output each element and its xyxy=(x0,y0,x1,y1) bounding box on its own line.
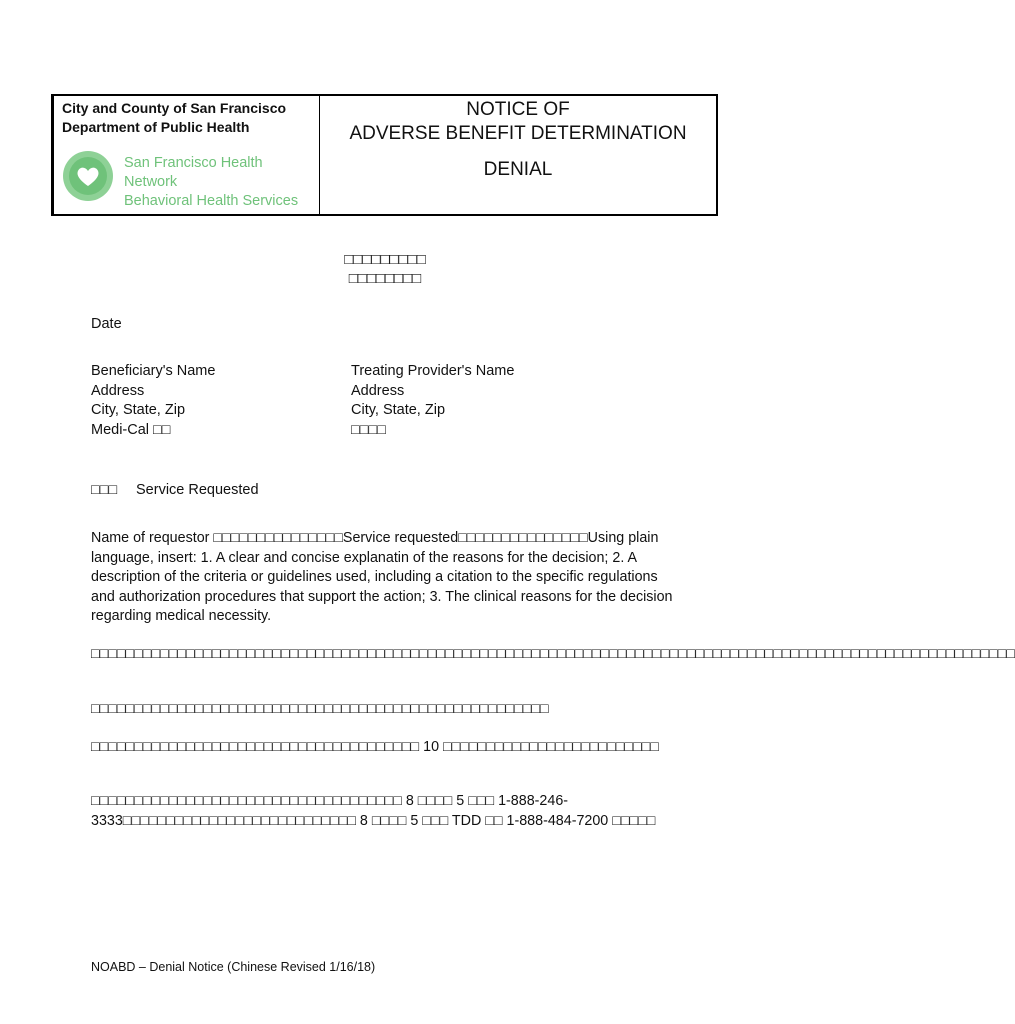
paragraph-decision-explanation: Name of requestor □□□□□□□□□□□□□□□Service requested□□□□□□□□□□□□□□□Using plain language, insert: 1. A clear and concise explanatin of the reasons for the decision; 2. A description of the criteria or guidelines used, including a citation to the specific regulations and authorization procedures that support the action; 3. The clinical reasons for the decision regarding medical necessity. xyxy=(91,530,673,624)
paragraph-4: □□□□□□□□□□□□□□□□□□□□□□□□□□□□□□□□□□□□□□ 10 □□□□□□□□□□□□□□□□□□□□□□□□□ xyxy=(91,739,659,755)
health-network-logo xyxy=(60,148,315,209)
notice-line-1: NOTICE OF xyxy=(466,99,570,120)
footer-revision: NOABD – Denial Notice (Chinese Revised 1/16/18) xyxy=(91,960,376,974)
beneficiary-name: Beneficiary's Name xyxy=(91,363,216,379)
beneficiary-city-state-zip: City, State, Zip xyxy=(91,402,186,418)
logo-line-2: Behavioral Health Services xyxy=(124,193,299,209)
provider-name: Treating Provider's Name xyxy=(351,363,515,379)
chinese-heading-line-1: □□□□□□□□□ xyxy=(344,251,426,268)
heart-seal-icon xyxy=(60,148,116,204)
notice-denial: DENIAL xyxy=(483,159,553,180)
provider-address: Address xyxy=(351,382,405,399)
subject-label: □□□ xyxy=(91,482,118,498)
logo-line-1: San Francisco Health Network xyxy=(124,155,263,190)
provider-block xyxy=(351,362,514,440)
notice-line-2: ADVERSE BENEFIT DETERMINATION xyxy=(349,123,687,144)
logo-text xyxy=(124,154,315,211)
paragraph-2: □□□□□□□□□□□□□□□□□□□□□□□□□□□□□□□□□□□□□□□□□□□□□□□□□□□□□□□□□□□□□□□□□□□□□□□□□□□□□□□□□□□□□□□□□□□□□□□□□□□□□□□□□□□ xyxy=(91,646,1015,662)
org-line-1: City and County of San Francisco xyxy=(62,100,287,116)
org-line-2: Department of Public Health xyxy=(62,119,250,135)
paragraph-5-contact: □□□□□□□□□□□□□□□□□□□□□□□□□□□□□□□□□□□□ 8 □□□□ 5 □□□ 1-888-246-3333□□□□□□□□□□□□□□□□□□□□□□□□□□□ 8 □□□□ 5 □□□ TDD □□ 1-888-484-7200 □□□□□ xyxy=(91,793,656,829)
notice-title xyxy=(320,96,716,182)
date-label: Date xyxy=(91,316,122,332)
paragraph-3: □□□□□□□□□□□□□□□□□□□□□□□□□□□□□□□□□□□□□□□□□□□□□□□□□□□□□ xyxy=(91,701,549,717)
chinese-heading-line-2: □□□□□□□□ xyxy=(348,270,422,287)
organization-name xyxy=(62,99,286,137)
beneficiary-address: Address xyxy=(91,382,145,399)
provider-city-state-zip: City, State, Zip xyxy=(351,402,446,418)
beneficiary-block xyxy=(91,362,215,440)
subject-value: Service Requested xyxy=(136,482,259,498)
beneficiary-medi-cal: Medi-Cal □□ xyxy=(91,421,171,438)
header-box xyxy=(51,94,718,216)
provider-extra: □□□□ xyxy=(351,421,387,438)
